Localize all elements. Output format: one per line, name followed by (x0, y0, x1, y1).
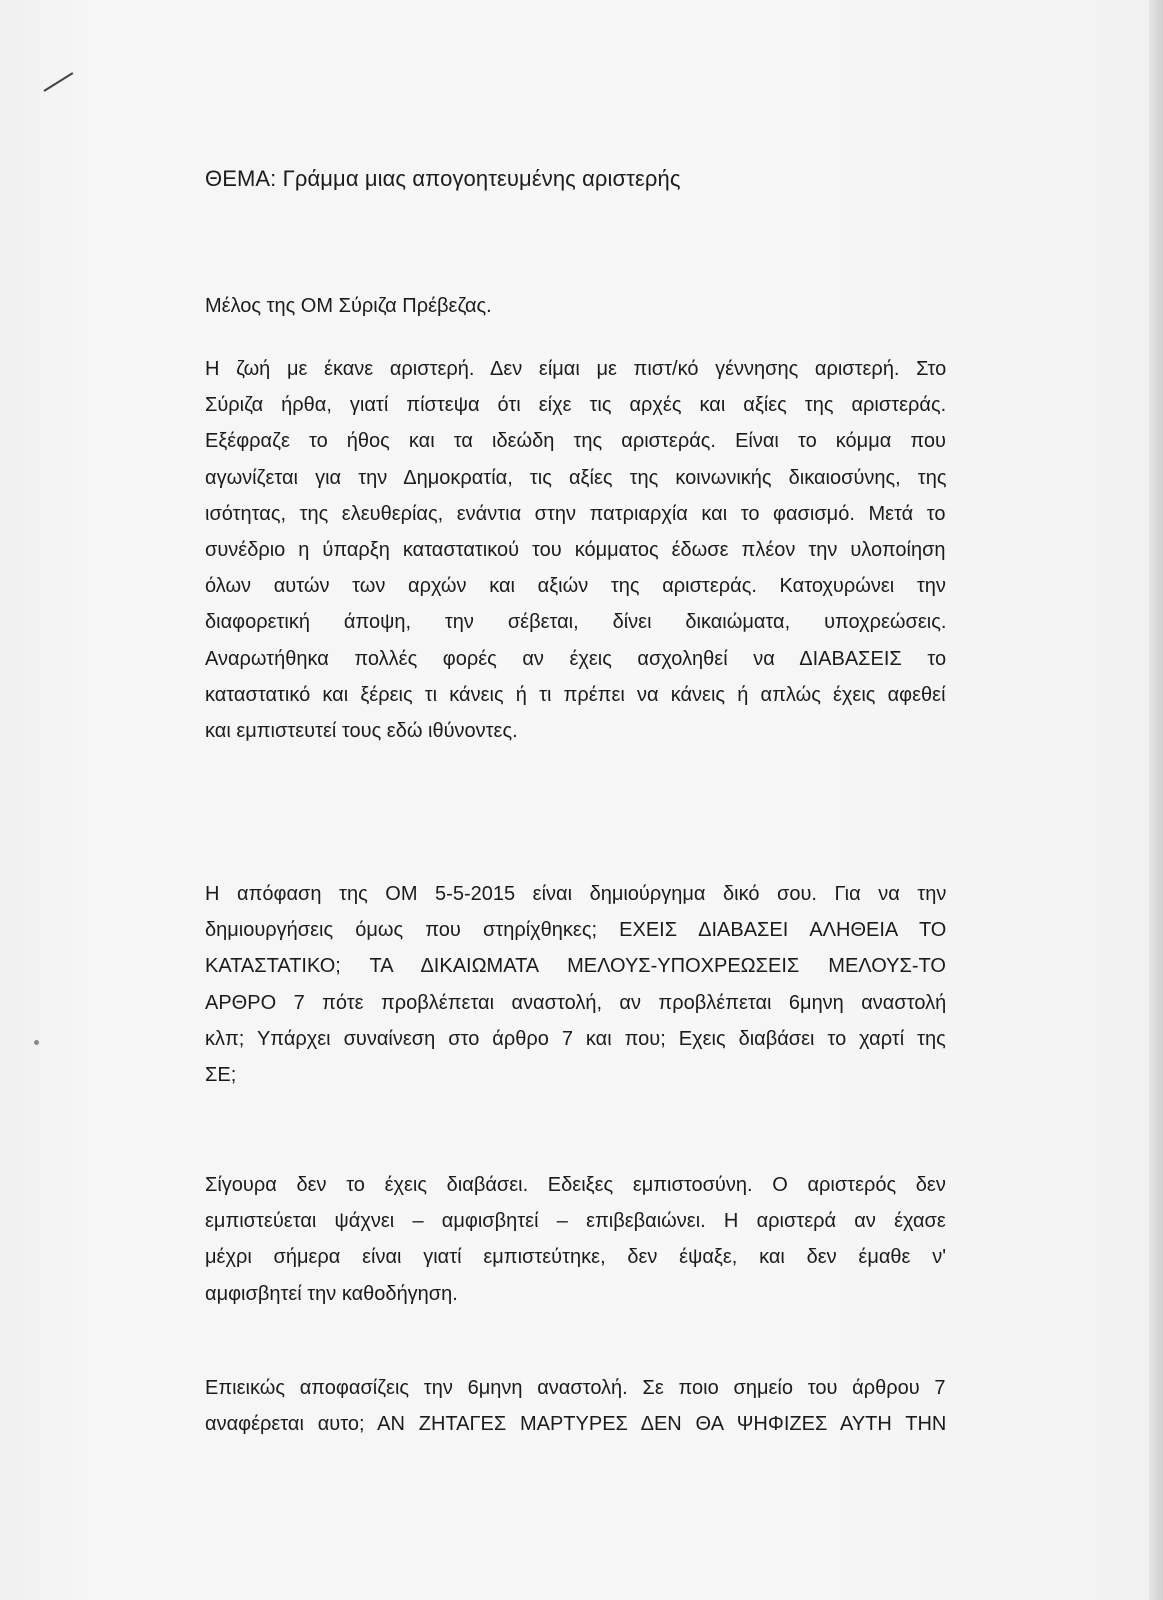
text-line: ΣΕ; (205, 1063, 237, 1086)
text-line: Σίγουρα δεν το έχεις διαβάσει. Εδειξες εμπιστοσύνη. Ο αριστερός δεν (205, 1174, 946, 1196)
text-line: ΑΡΘΡΟ 7 πότε προβλέπεται αναστολή, αν προβλέπεται 6μηνη αναστολή (205, 991, 947, 1014)
text-line: εμπιστεύεται ψάχνει – αμφισβητεί – επιβεβαιώνει. Η αριστερά αν έχασε (205, 1210, 946, 1233)
text-line: Επιεικώς αποφασίζεις την 6μηνη αναστολή. Σε ποιο σημείο του άρθρου 7 (205, 1377, 946, 1399)
text-line: ΚΑΤΑΣΤΑΤΙΚΟ; ΤΑ ΔΙΚΑΙΩΜΑΤΑ ΜΕΛΟΥΣ-ΥΠΟΧΡΕΩΣΕΙΣ ΜΕΛΟΥΣ-ΤΟ (205, 955, 946, 978)
text-line: συνέδριο η ύπαρξη καταστατικού του κόμματος έδωσε πλέον την υλοποίηση (205, 538, 946, 561)
text-line: Αναρωτήθηκα πολλές φορές αν έχεις ασχοληθεί να ΔΙΑΒΑΣΕΙΣ το (205, 647, 947, 670)
text-line: μέχρι σήμερα είναι γιατί εμπιστεύτηκε, δεν έψαξε, και δεν έμαθε ν' (205, 1246, 947, 1269)
text-line: αγωνίζεται για την Δημοκρατία, τις αξίες της κοινωνικής δικαιοσύνης, της (205, 466, 947, 489)
text-line: Μέλος της ΟΜ Σύριζα Πρέβεζας. (205, 295, 492, 317)
paragraph-4 (205, 1167, 946, 1312)
text-line: κλπ; Υπάρχει συναίνεση στο άρθρο 7 και που; Εχεις διαβάσει το χαρτί της (205, 1027, 946, 1050)
text-line: Η ζωή με έκανε αριστερή. Δεν είμαι με πιστ/κό γέννησης αριστερή. Στο (205, 358, 947, 380)
paragraph-3 (205, 876, 946, 1093)
text-line: διαφορετική άποψη, την σέβεται, δίνει δικαιώματα, υποχρεώσεις. (205, 611, 947, 634)
paragraph-5 (205, 1370, 946, 1442)
text-line: και εμπιστευτεί τους εδώ ιθύνοντες. (205, 719, 518, 742)
text-line: δημιουργήσεις όμως που στηρίχθηκες; ΕΧΕΙΣ ΔΙΑΒΑΣΕΙ ΑΛΗΘΕΙΑ ΤΟ (205, 919, 947, 942)
scan-speck (34, 1040, 39, 1045)
text-line: αμφισβητεί την καθοδήγηση. (205, 1282, 458, 1305)
text-line: Εξέφραζε το ήθος και τα ιδεώδη της αριστεράς. Είναι το κόμμα που (205, 430, 946, 453)
text-line: όλων αυτών των αρχών και αξιών της αριστεράς. Κατοχυρώνει την (205, 575, 946, 598)
text-line: ισότητας, της ελευθερίας, ενάντια στην πατριαρχία και το φασισμό. Μετά το (205, 502, 946, 525)
letter-title: ΘΕΜΑ: Γράμμα μιας απογοητευμένης αριστερής (205, 166, 681, 191)
page-edge-shadow (1149, 0, 1163, 1600)
text-line: Η απόφαση της ΟΜ 5-5-2015 είναι δημιούργημα δικό σου. Για να την (205, 883, 947, 905)
pen-mark (43, 72, 73, 92)
text-line: Σύριζα ήρθα, γιατί πίστεψα ότι είχε τις αρχές και αξίες της αριστεράς. (205, 394, 947, 417)
paragraph-2 (205, 351, 946, 749)
text-line: καταστατικό και ξέρεις τι κάνεις ή τι πρέπει να κάνεις ή απλώς έχεις αφεθεί (205, 683, 946, 706)
paragraph-1 (205, 288, 946, 324)
text-line: αναφέρεται αυτο; ΑΝ ΖΗΤΑΓΕΣ ΜΑΡΤΥΡΕΣ ΔΕΝ ΘΑ ΨΗΦΙΖΕΣ ΑΥΤΗ ΤΗΝ (205, 1413, 947, 1436)
